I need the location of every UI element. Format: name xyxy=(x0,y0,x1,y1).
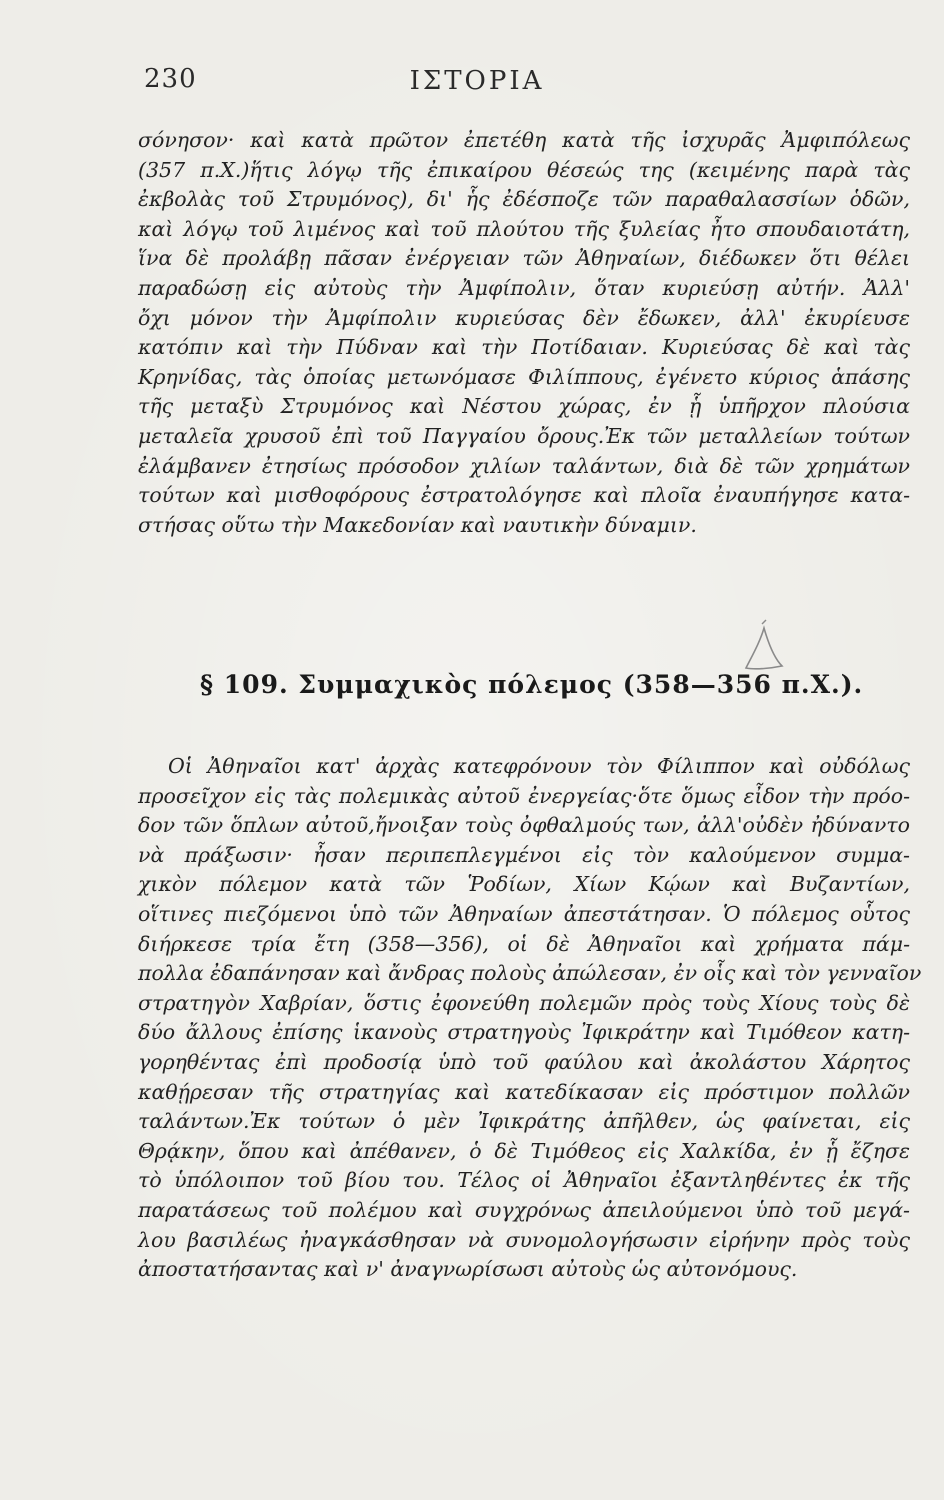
text-line: λου βασιλέως ἠναγκάσθησαν νὰ συνομολογήσωσιν εἰρήνην πρὸς τοὺς xyxy=(138,1227,910,1252)
section-heading: § 109. Συμμαχικὸς πόλεμος (358—356 π.Χ.). xyxy=(200,670,864,699)
text-line: πολλα ἐδαπάνησαν καὶ ἄνδρας πολοὺς ἀπώλεσαν, ἐν οἷς καὶ τὸν γενναῖον xyxy=(138,961,922,986)
text-line: παρατάσεως τοῦ πολέμου καὶ συγχρόνως ἀπειλούμενοι ὑπὸ τοῦ μεγά- xyxy=(138,1197,910,1222)
page-number: 230 xyxy=(144,64,197,94)
text-line: σόνησον· καὶ κατὰ πρῶτον ἐπετέθη κατὰ τῆς ἰσχυρᾶς Ἀμφιπόλεως xyxy=(138,128,910,152)
text-line: νὰ πράξωσιν· ἦσαν περιπεπλεγμένοι εἰς τὸν καλούμενον συμμα- xyxy=(138,842,910,867)
text-line: ἀποστατήσαντας καὶ ν' ἀναγνωρίσωσι αὐτοὺς ὡς αὐτονόμους. xyxy=(138,1257,798,1282)
text-line: δον τῶν ὅπλων αὐτοῦ,ἤνοιξαν τοὺς ὀφθαλμούς των, ἀλλ'οὐδὲν ἠδύναντο xyxy=(138,813,910,838)
text-line: δύο ἄλλους ἐπίσης ἱκανοὺς στρατηγοὺς Ἰφικράτην καὶ Τιμόθεον κατη- xyxy=(138,1020,910,1045)
text-line: στήσας οὕτω τὴν Μακεδονίαν καὶ ναυτικὴν δύναμιν. xyxy=(138,512,697,537)
text-line: παραδώσῃ εἰς αὐτοὺς τὴν Ἀμφίπολιν, ὅταν κυριεύσῃ αὐτήν. Ἀλλ' xyxy=(138,275,910,300)
text-line: μεταλεῖα χρυσοῦ ἐπὶ τοῦ Παγγαίου ὄρους.Ἐκ τῶν μεταλλείων τούτων xyxy=(138,423,910,448)
text-line: καὶ λόγῳ τοῦ λιμένος καὶ τοῦ πλούτου τῆς ξυλείας ἦτο σπουδαιοτάτη, xyxy=(138,216,910,241)
text-line: Θρᾴκην, ὅπου καὶ ἀπέθανεν, ὁ δὲ Τιμόθεος εἰς Χαλκίδα, ἐν ᾗ ἔζησε xyxy=(138,1138,910,1163)
text-line: γορηθέντας ἐπὶ προδοσίᾳ ὑπὸ τοῦ φαύλου καὶ ἀκολάστου Χάρητος xyxy=(138,1049,910,1074)
pencil-mark-icon xyxy=(738,616,798,676)
text-line: διήρκεσε τρία ἔτη (358—356), οἱ δὲ Ἀθηναῖοι καὶ χρήματα πάμ- xyxy=(138,931,910,956)
text-line: ταλάντων.Ἐκ τούτων ὁ μὲν Ἰφικράτης ἀπῆλθεν, ὡς φαίνεται, εἰς xyxy=(138,1109,910,1134)
text-line: καθῄρεσαν τῆς στρατηγίας καὶ κατεδίκασαν εἰς πρόστιμον πολλῶν xyxy=(138,1079,910,1104)
text-line: τὸ ὑπόλοιπον τοῦ βίου του. Τέλος οἱ Ἀθηναῖοι ἐξαντληθέντες ἐκ τῆς xyxy=(138,1168,910,1193)
text-line: ἐλάμβανεν ἐτησίως πρόσοδον χιλίων ταλάντων, διὰ δὲ τῶν χρημάτων xyxy=(138,453,910,478)
page-header xyxy=(144,64,810,104)
text-line: Οἱ Ἀθηναῖοι κατ' ἀρχὰς κατεφρόνουν τὸν Φίλιππον καὶ οὐδόλως xyxy=(168,754,910,778)
text-line: κατόπιν καὶ τὴν Πύδναν καὶ τὴν Ποτίδαιαν. Κυριεύσας δὲ καὶ τὰς xyxy=(138,335,910,360)
text-line: τούτων καὶ μισθοφόρους ἐστρατολόγησε καὶ πλοῖα ἐναυπήγησε κατα- xyxy=(138,483,910,508)
text-line: χικὸν πόλεμον κατὰ τῶν Ῥοδίων, Χίων Κῴων καὶ Βυζαντίων, xyxy=(138,872,910,897)
text-line: τῆς μεταξὺ Στρυμόνος καὶ Νέστου χώρας, ἐν ᾗ ὑπῆρχον πλούσια xyxy=(138,394,910,419)
text-line: στρατηγὸν Χαβρίαν, ὅστις ἐφονεύθη πολεμῶν πρὸς τοὺς Χίους τοὺς δὲ xyxy=(138,990,910,1015)
text-line: (357 π.Χ.)ἥτις λόγῳ τῆς ἐπικαίρου θέσεώς της (κειμένης παρὰ τὰς xyxy=(138,157,910,182)
text-line: ἐκβολὰς τοῦ Στρυμόνος), δι' ἧς ἐδέσποζε τῶν παραθαλασσίων ὁδῶν, xyxy=(138,187,910,212)
text-line: ὄχι μόνον τὴν Ἀμφίπολιν κυριεύσας δὲν ἔδωκεν, ἀλλ' ἐκυρίευσε xyxy=(138,305,910,330)
paragraph-1 xyxy=(138,126,910,540)
text-line: προσεῖχον εἰς τὰς πολεμικὰς αὐτοῦ ἐνεργείας·ὅτε ὅμως εἶδον τὴν πρόο- xyxy=(138,783,910,808)
paragraph-2 xyxy=(138,752,922,1285)
running-head: ΙΣΤΟΡΙΑ xyxy=(409,66,545,96)
text-line: ἵνα δὲ προλάβῃ πᾶσαν ἐνέργειαν τῶν Ἀθηναίων, διέδωκεν ὅτι θέλει xyxy=(138,246,910,271)
text-line: Κρηνίδας, τὰς ὁποίας μετωνόμασε Φιλίππους, ἐγένετο κύριος ἁπάσης xyxy=(138,364,910,389)
text-line: οἵτινες πιεζόμενοι ὑπὸ τῶν Ἀθηναίων ἀπεστάτησαν. Ὁ πόλεμος οὗτος xyxy=(138,901,910,926)
